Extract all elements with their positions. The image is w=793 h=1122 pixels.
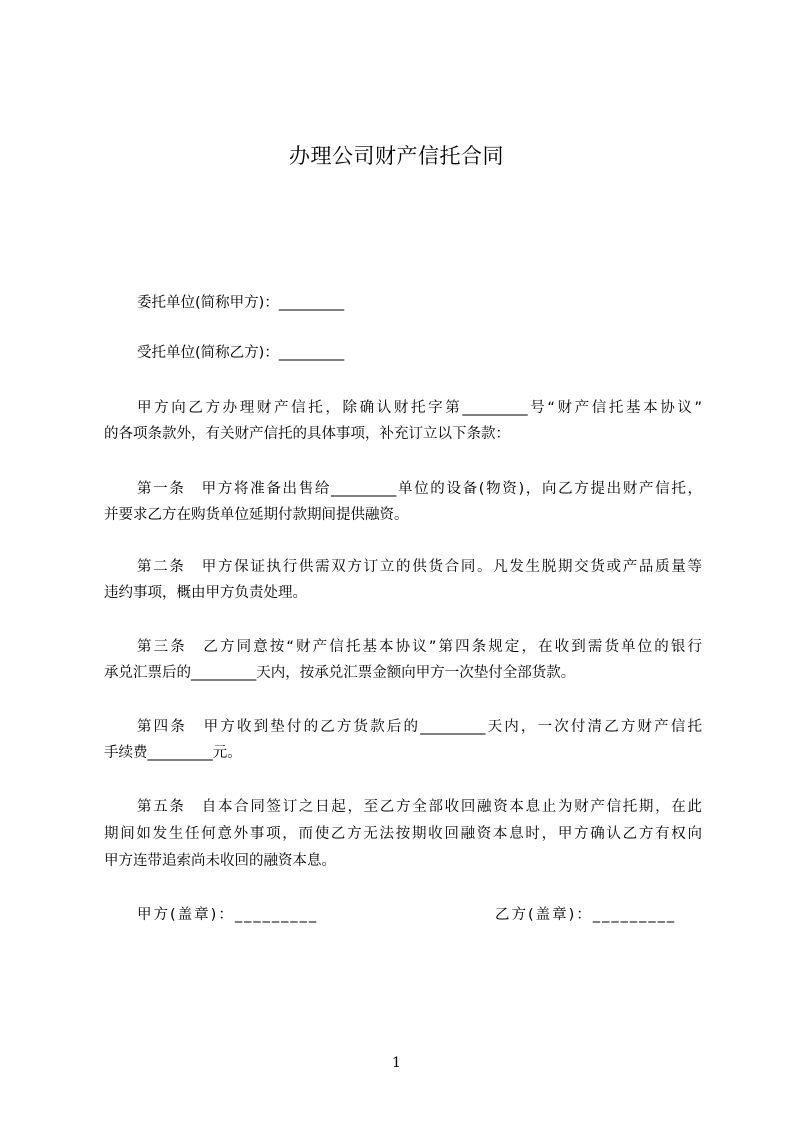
paragraph-line: 承兑汇票后的_________天内，按承兑汇票金额向甲方一次垫付全部货款。	[104, 665, 576, 681]
signature-party-a: 甲方(盖章)：_________	[137, 907, 319, 923]
document-title: 办理公司财产信托合同	[289, 144, 504, 168]
party-b-line: 受托单位(简称乙方)：_________	[137, 345, 345, 361]
paragraph-line: 第五条 自本合同签订之日起，至乙方全部收回融资本息止为财产信托期，在此	[137, 799, 702, 815]
paragraph-line: 期间如发生任何意外事项，而使乙方无法按期收回融资本息时，甲方确认乙方有权向	[104, 826, 702, 842]
paragraph-line: 第二条 甲方保证执行供需双方订立的供货合同。凡发生脱期交货或产品质量等	[137, 559, 702, 575]
paragraph-line: 第一条 甲方将准备出售给_________单位的设备(物资)，向乙方提出财产信托，	[137, 481, 702, 497]
signature-party-b: 乙方(盖章)：_________	[495, 907, 677, 923]
paragraph-line: 甲方向乙方办理财产信托，除确认财托字第_________号“财产信托基本协议”	[137, 400, 702, 416]
paragraph-line: 第三条 乙方同意按“财产信托基本协议”第四条规定，在收到需货单位的银行	[137, 639, 702, 655]
paragraph-line: 手续费_________元。	[104, 745, 242, 761]
party-a-line: 委托单位(简称甲方)：_________	[137, 295, 345, 311]
paragraph-line: 甲方连带追索尚未收回的融资本息。	[104, 853, 336, 869]
page-number: 1	[392, 1055, 401, 1071]
paragraph-line: 第四条 甲方收到垫付的乙方货款后的_________天内，一次付清乙方财产信托	[137, 719, 702, 735]
paragraph-line: 违约事项，概由甲方负责处理。	[104, 585, 307, 601]
paragraph-line: 的各项条款外，有关财产信托的具体事项，补充订立以下条款：	[104, 426, 510, 442]
paragraph-line: 并要求乙方在购货单位延期付款期间提供融资。	[104, 507, 409, 523]
